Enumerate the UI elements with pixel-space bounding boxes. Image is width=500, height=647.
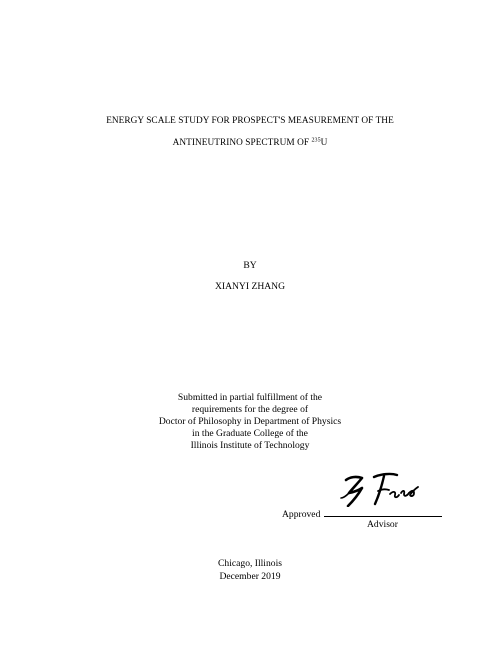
submission-line-1: Submitted in partial fulfillment of the	[177, 392, 323, 403]
approval-block	[282, 505, 452, 537]
by-label: BY	[243, 260, 257, 271]
submission-line-5: Illinois Institute of Technology	[190, 440, 310, 451]
advisor-label: Advisor	[367, 519, 398, 530]
thesis-title-line-2	[0, 137, 500, 149]
approved-label: Approved	[282, 509, 321, 520]
isotope-symbol: U	[320, 138, 328, 148]
author-name: XIANYI ZHANG	[214, 281, 286, 292]
date: December 2019	[219, 571, 281, 582]
advisor-signature	[337, 471, 419, 507]
submission-line-2: requirements for the degree of	[191, 404, 309, 415]
location: Chicago, Illinois	[218, 558, 282, 569]
thesis-title-line-1: ENERGY SCALE STUDY FOR PROSPECT'S MEASUREMENT OF THE	[106, 116, 394, 126]
signature-line	[324, 516, 442, 517]
isotope-mass-number: 235	[311, 137, 321, 144]
submission-line-4: in the Graduate College of the	[192, 428, 308, 439]
submission-line-3: Doctor of Philosophy in Department of Physics	[158, 416, 342, 427]
thesis-title-line-2-text: ANTINEUTRINO SPECTRUM OF	[172, 138, 312, 148]
